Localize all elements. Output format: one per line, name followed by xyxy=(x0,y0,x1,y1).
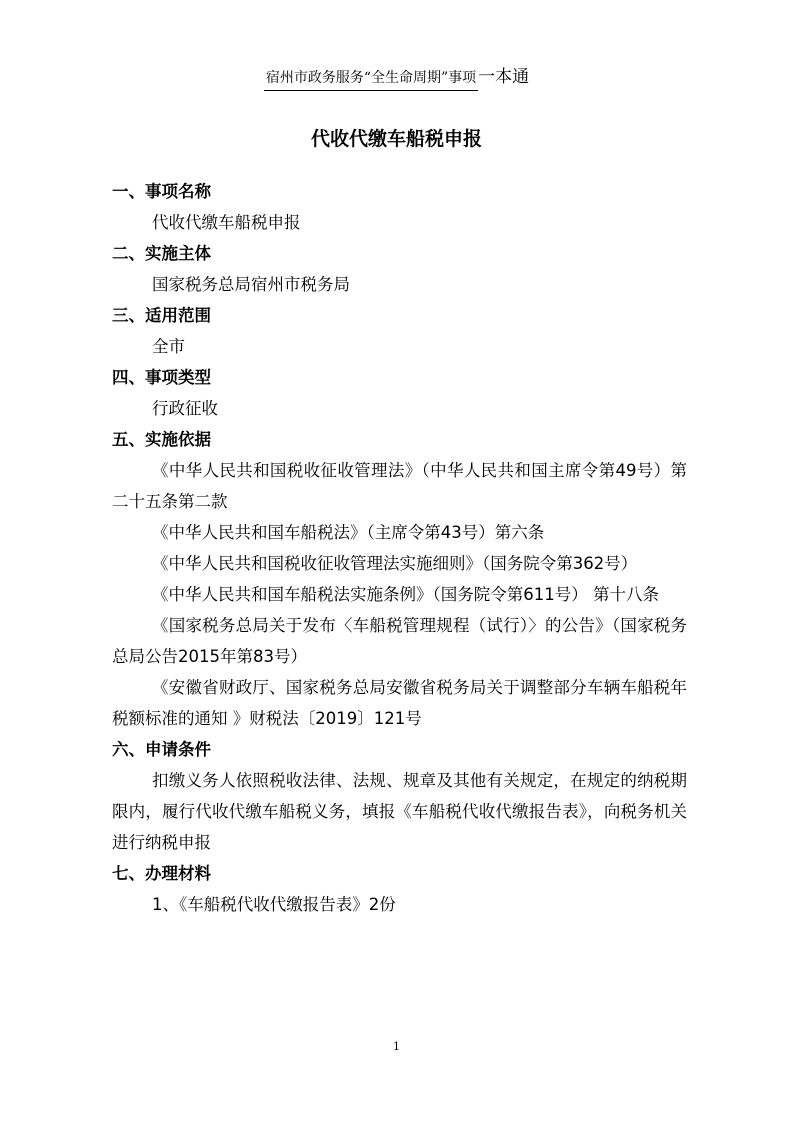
section-value-implementer: 国家税务总局宿州市税务局 xyxy=(152,275,350,294)
basis-item: 《中华人民共和国车船税法》（主席令第43号）第六条 xyxy=(152,523,545,542)
conditions-text: 扣缴义务人依照税收法律、法规、规章及其他有关规定，在规定的纳税期限内，履行代收代缴车船税义务，填报《车船税代收代缴报告表》，向税务机关进行纳税申报 xyxy=(112,771,687,852)
basis-item: 《国家税务总局关于发布〈车船税管理规程（试行）〉的公告》（国家税务总局公告2015年第83号） xyxy=(112,616,687,666)
section-heading-materials: 七、办理材料 xyxy=(112,864,211,883)
section-heading-implementer: 二、实施主体 xyxy=(112,244,211,263)
basis-item: 《中华人民共和国税收征收管理法》（中华人民共和国主席令第49号）第二十五条第二款 xyxy=(112,461,687,511)
header-text: 宿州市政务服务“全生命周期”事项 xyxy=(264,67,478,91)
materials-item: 1、《车船税代收代缴报告表》2份 xyxy=(152,895,396,914)
section-value-scope: 全市 xyxy=(152,337,185,356)
document-title: 代收代缴车船税申报 xyxy=(310,128,482,150)
section-value-item-name: 代收代缴车船税申报 xyxy=(152,213,301,232)
basis-item: 《安徽省财政厅、国家税务总局安徽省税务局关于调整部分车辆车船税年税额标准的通知 》财税法〔2019〕121号 xyxy=(112,678,687,728)
header-suffix: 一本通 xyxy=(478,67,530,87)
section-heading-conditions: 六、申请条件 xyxy=(112,740,211,759)
basis-item: 《中华人民共和国税收征收管理法实施细则》（国务院令第362号） xyxy=(152,554,638,573)
basis-item: 《中华人民共和国车船税法实施条例》（国务院令第611号） 第十八条 xyxy=(152,585,659,604)
section-heading-item-name: 一、事项名称 xyxy=(112,182,211,201)
document-body xyxy=(112,176,687,920)
section-value-item-type: 行政征收 xyxy=(152,399,218,418)
page-number: 1 xyxy=(393,1040,400,1053)
page-header xyxy=(0,62,793,91)
section-heading-item-type: 四、事项类型 xyxy=(112,368,211,387)
section-heading-basis: 五、实施依据 xyxy=(112,430,211,449)
section-heading-scope: 三、适用范围 xyxy=(112,306,211,325)
